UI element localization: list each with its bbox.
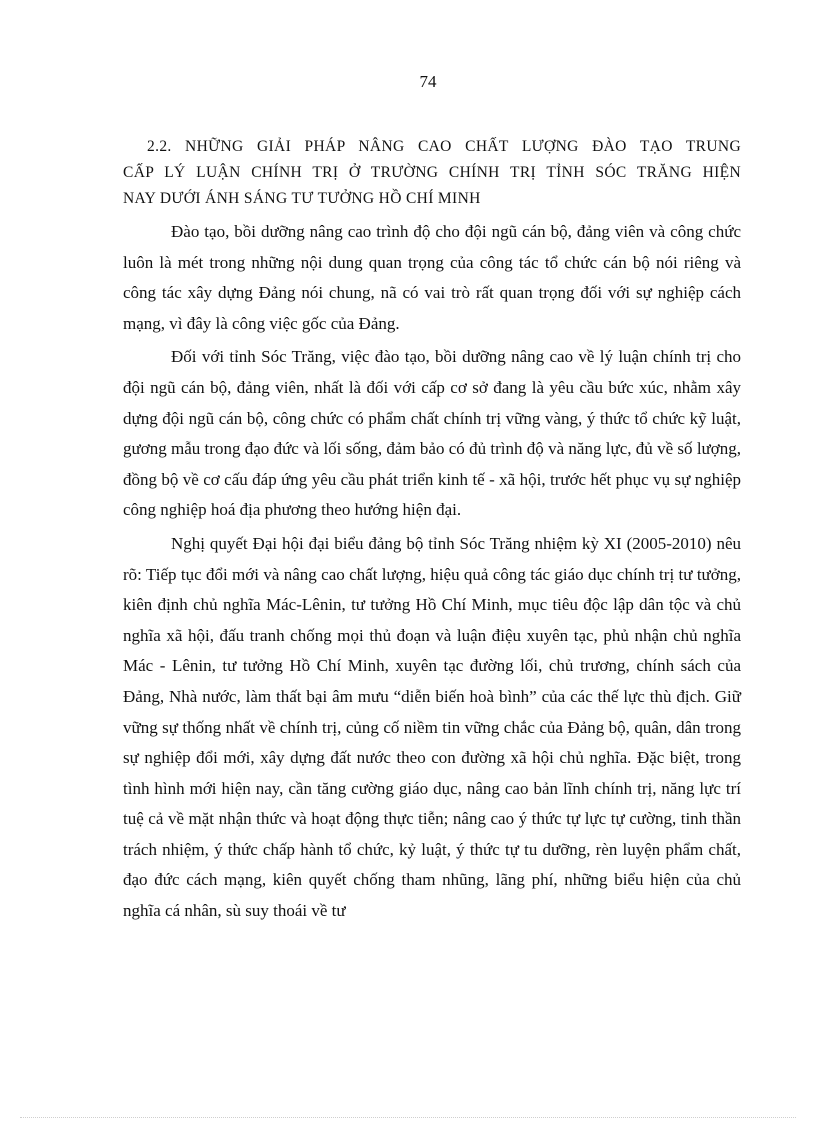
body-paragraph: Nghị quyết Đại hội đại biểu đảng bộ tỉnh Sóc Trăng nhiệm kỳ XI (2005-2010) nêu rõ: Tiếp tục đổi mới và nâng cao chất lượng, hiệu quả công tác giáo dục chính trị tư tưởng, kiên định chủ nghĩa Mác-Lênin, tư tưởng Hồ Chí Minh, mục tiêu độc lập dân tộc và chủ nghĩa xã hội, đấu tranh chống mọi thủ đoạn và luận điệu xuyên tạc, phủ nhận chủ nghĩa Mác - Lênin, tư tưởng Hồ Chí Minh, xuyên tạc đường lối, chủ trương, chính sách của Đảng, Nhà nước, làm thất bại âm mưu “diễn biến hoà bình” của các thế lực thù địch. Giữ vững sự thống nhất về chính trị, củng cố niềm tin vững chắc của Đảng bộ, quân, dân trong sự nghiệp đổi mới, xây dựng đất nước theo con đường xã hội chủ nghĩa. Đặc biệt, trong tình hình mới hiện nay, cần tăng cường giáo dục, nâng cao bản lĩnh chính trị, năng lực trí tuệ cả về mặt nhận thức và hoạt động thực tiễn; nâng cao ý thức tự lực tự cường, tinh thần trách nhiệm, ý thức chấp hành tổ chức, kỷ luật, ý thức tự tu dưỡng, rèn luyện phẩm chất, đạo đức cách mạng, kiên quyết chống tham nhũng, lãng phí, những biểu hiện của chủ nghĩa cá nhân, sù suy thoái về tư: [123, 533, 741, 921]
section-heading-line-2: CẤP LÝ LUẬN CHÍNH TRỊ Ở TRƯỜNG CHÍNH TRỊ TỈNH SÓC TRĂNG HIỆN: [123, 164, 741, 181]
page-number: 74: [419, 72, 437, 91]
section-heading-line-1: 2.2. NHỮNG GIẢI PHÁP NÂNG CAO CHẤT LƯỢNG ĐÀO TẠO TRUNG: [147, 138, 741, 155]
page-bottom-divider: [20, 1117, 796, 1118]
body-paragraph: Đối với tỉnh Sóc Trăng, việc đào tạo, bồi dưỡng nâng cao về lý luận chính trị cho đội ngũ cán bộ, đảng viên, nhất là đối với cấp cơ sở đang là yêu cầu bức xúc, nhằm xây dựng đội ngũ cán bộ, công chức có phẩm chất chính trị vững vàng, ý thức tổ chức kỹ luật, gương mẫu trong đạo đức và lối sống, đảm bảo có đủ trình độ và năng lực, đủ về số lượng, đồng bộ về cơ cấu đáp ứng yêu cầu phát triển kinh tế - xã hội, trước hết phục vụ sự nghiệp công nghiệp hoá địa phương theo hướng hiện đại.: [123, 347, 741, 520]
body-paragraph: Đào tạo, bồi dưỡng nâng cao trình độ cho đội ngũ cán bộ, đảng viên và công chức luôn là mét trong những nội dung quan trọng của công tác tổ chức cán bộ nói riêng và công tác xây dựng Đảng nói chung, nã có vai trò rất quan trọng đối với sự nghiệp cách mạng, vì đây là công việc gốc của Đảng.: [123, 222, 741, 333]
section-heading: [123, 134, 741, 212]
page-content: [123, 134, 741, 927]
section-heading-line-3: NAY DƯỚI ÁNH SÁNG TƯ TƯỞNG HỒ CHÍ MINH: [123, 190, 481, 207]
